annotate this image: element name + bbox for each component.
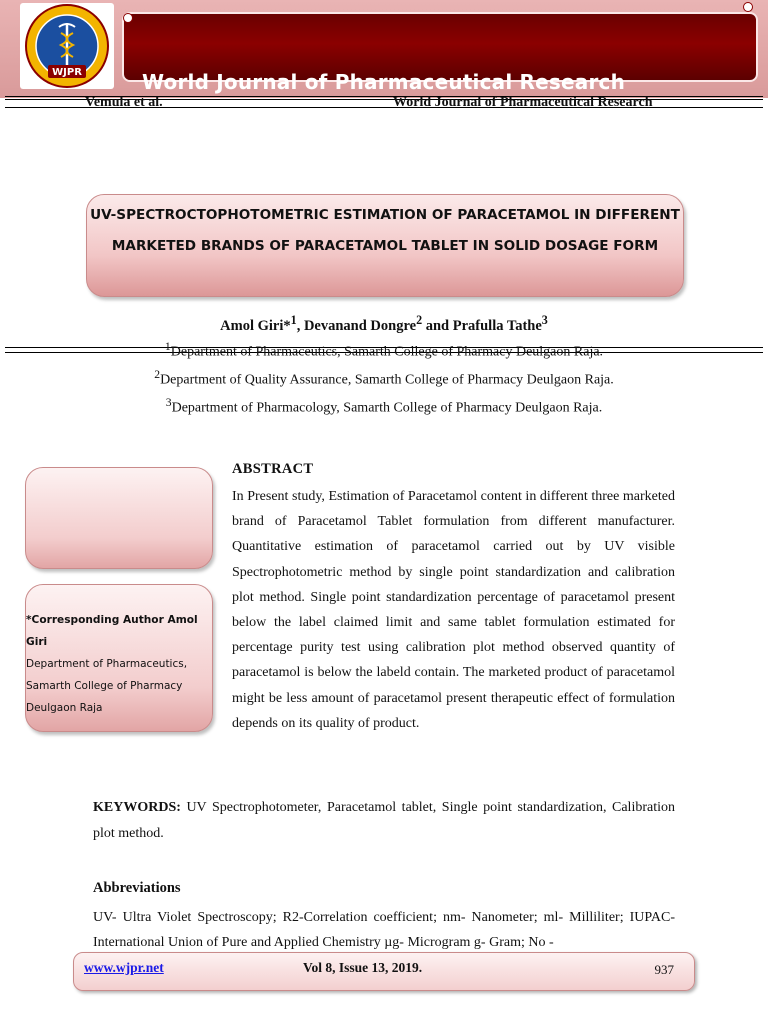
abstract-body: In Present study, Estimation of Paracetamol content in different three marketed brand of Paracetamol Tablet formulation from different manufacturer. Quantitative estimation of paracetamol carried out by UV visible Spectrophotometric method by single point standardization and calibration plot method. Single point standardization percentage of paracetamol present below the label claimed limit and same tablet formulation estimated for percentage purity test using calibration plot method observed quantity of paracetamol is below the labeld contain. The marketed product of paracetamol might be less amount of paracetamol present therapeutic effect of formulation depends on its quality of product. [232,489,675,731]
abstract-heading: ABSTRACT [232,461,314,477]
author-separator: , [296,317,304,334]
affiliation-2: $^2$Department of Quality Assurance, Samarth College of Pharmacy Deulgaon Raja. [154,368,614,388]
banner-corner-dot [123,13,133,23]
abbreviations-heading: Abbreviations [93,880,181,896]
journal-website-link[interactable]: www.wjpr.net [84,960,164,975]
paper-title-line-2: MARKETED BRANDS OF PARACETAMOL TABLET IN SOLID DOSAGE FORM [111,238,659,254]
header-rule [5,107,763,108]
corresponding-author-text [26,609,212,719]
keywords-label: KEYWORDS: [93,800,181,815]
wjpr-logo-icon [20,3,114,89]
author-name: Amol Giri* [220,317,291,334]
volume-issue: Vol 8, Issue 13, 2019. [303,960,423,975]
author-affil-mark: 2 [416,313,423,327]
abbreviations-body: UV- Ultra Violet Spectroscopy; R2-Correlation coefficient; nm- Nanometer; ml- Milliliter; IUPAC- International Union of Pure and Applied Chemistry µg- Microgram g- Gram; No - [93,910,675,950]
corresponding-author-college: Samarth College of Pharmacy [26,680,183,692]
paper-title-box [86,194,684,297]
paper-title-line-1: UV-SPECTROCTOPHOTOMETRIC ESTIMATION OF PARACETAMOL IN DIFFERENT [90,207,680,223]
affiliation-1: $^1$Department of Pharmaceutics, Samarth College of Pharmacy Deulgaon Raja. [164,340,604,360]
journal-title: World Journal of Pharmaceutical Research [142,70,626,94]
running-journal: World Journal of Pharmaceutical Research [393,95,653,110]
corresponding-author-location: Deulgaon Raja [26,702,103,714]
author-name: Devanand Dongre [303,317,417,334]
banner-corner-dot [743,2,753,12]
logo-abbr: WJPR [52,67,82,78]
author-name: Prafulla Tathe [452,317,542,334]
corresponding-author-box [25,584,213,732]
journal-banner [0,0,768,98]
wjpr-logo [20,3,114,89]
author-list [0,313,768,335]
corresponding-author-dept: Department of Pharmaceutics, [26,658,188,670]
article-info-box [25,467,213,569]
corresponding-author-heading: *Corresponding Author Amol Giri [26,614,198,648]
keywords [93,795,675,847]
keywords-text: UV Spectrophotometer, Paracetamol tablet, Single point standardization, Calibration plot method. [93,800,675,841]
author-affil-mark: 3 [541,313,548,327]
author-separator: and [422,317,453,334]
page-number: 937 [654,962,674,977]
affiliation-3: $^3$Department of Pharmacology, Samarth College of Pharmacy Deulgaon Raja. [165,396,603,416]
author-affil-mark: 1 [290,313,297,327]
running-author: Vemula et al. [85,95,163,110]
page-footer [73,952,695,991]
